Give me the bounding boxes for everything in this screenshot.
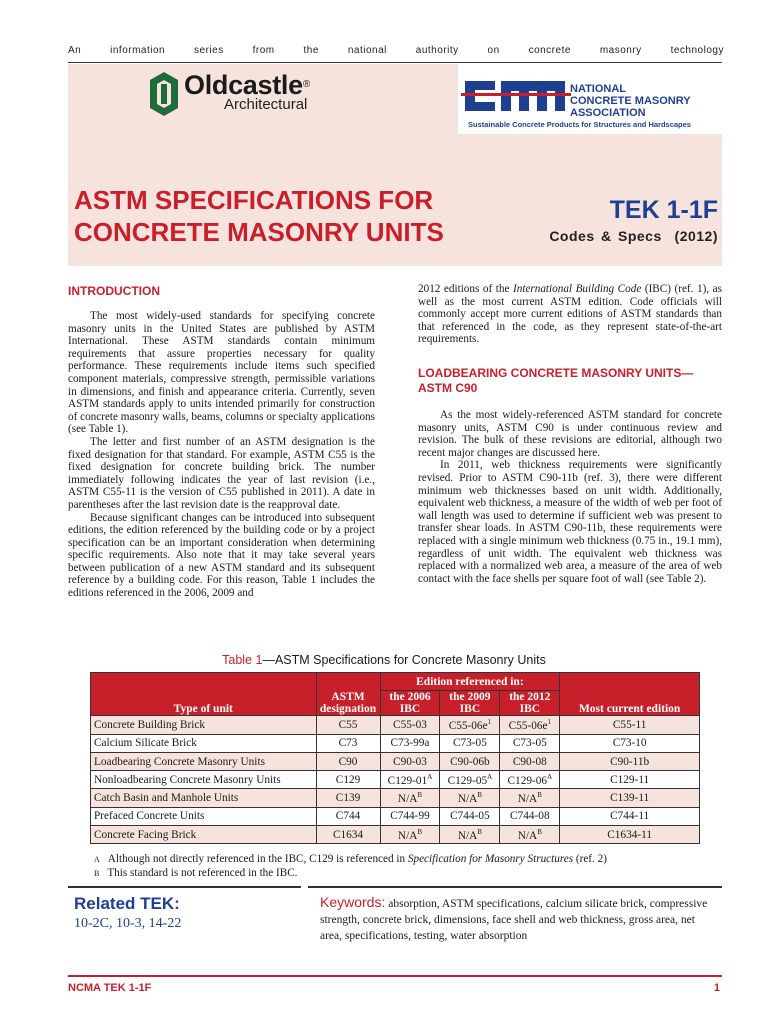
title-line-2: CONCRETE MASONRY UNITS — [74, 217, 444, 247]
keywords — [320, 894, 715, 944]
cell-2006-sup: B — [417, 827, 423, 836]
introduction-heading: INTRODUCTION — [68, 284, 160, 298]
footnote-a — [94, 853, 607, 867]
cell-current: C139-11 — [560, 789, 700, 807]
loadbearing-paragraph-2: In 2011, web thickness requirements were significantly revised. Prior to ASTM C90-11b (ref. 3), there were different minimum web thicknesses based on unit width. Additionally, equivalent web thickness, a measure of the width of web per foot of wall length was used to determine if sufficient web was present to transfer shear loads. In ASTM C90-11b, these requirements were replaced with a single minimum web thickness (0.75 in., 19.1 mm), regardless of unit width. The equivalent web thickness was replaced with a normalized web area, a measure of the area of web contact with the face shells per square foot of wall (see Table 2). — [418, 459, 722, 585]
cell-current: C744-11 — [560, 807, 700, 825]
tek-number: TEK 1-1F — [609, 196, 718, 224]
cell-type: Calcium Silicate Brick — [91, 734, 317, 752]
tagline-word: authority — [415, 45, 459, 56]
cell-2012-value: N/A — [517, 829, 538, 842]
tagline-word: concrete — [528, 45, 571, 56]
cell-type: Nonloadbearing Concrete Masonry Units — [91, 771, 317, 789]
cell-astm: C55 — [316, 716, 380, 734]
intro-paragraph-2: The letter and first number of an ASTM designation is the fixed designation for that standard. For example, ASTM C55 is the fixed designation for concrete building brick. The number immediately following indicates the year of last revision (i.e., ASTM C55-11 is the version of C55 published in 2011). A date in parentheses after the last revision date is the reapproval date. — [68, 435, 375, 511]
ncma-line-2: CONCRETE MASONRY — [570, 95, 691, 107]
cell-2006-value: N/A — [397, 829, 418, 842]
cell-2009: C90-06b — [440, 752, 500, 770]
header-edition: Edition referenced in: — [380, 673, 560, 691]
cell-2006: C55-03 — [380, 716, 440, 734]
related-tek-list: 10-2C, 10-3, 14-22 — [74, 916, 182, 931]
keywords-text: absorption, ASTM specifications, calcium silicate brick, compressive strength, concrete brick, dimensions, face shell and web thickness, gross area, net area, specifications, testing, water absorption — [320, 898, 708, 942]
table-row — [91, 789, 700, 807]
cell-2012-value: C55-06e — [508, 719, 548, 732]
table-row — [91, 716, 700, 734]
cell-current: C73-10 — [560, 734, 700, 752]
cell-type: Concrete Facing Brick — [91, 826, 317, 844]
cell-2009-sup: 1 — [487, 718, 492, 727]
cell-type: Prefaced Concrete Units — [91, 807, 317, 825]
cell-2006 — [380, 789, 440, 807]
cell-2009-value: C55-06e — [448, 719, 488, 732]
loadbearing-heading-line-2: ASTM C90 — [418, 381, 478, 395]
ncma-name — [570, 83, 691, 119]
table-caption-text: —ASTM Specifications for Concrete Masonry Units — [262, 653, 546, 667]
tek-category — [549, 228, 718, 244]
cell-2006 — [380, 771, 440, 789]
table-row — [91, 826, 700, 844]
footnote-b-text: This standard is not referenced in the IBC. — [107, 866, 298, 879]
related-tek-title: Related TEK: — [74, 894, 180, 913]
cell-2012-value: C129-06 — [507, 774, 548, 787]
ibc-title: International Building Code — [513, 283, 642, 295]
footnote-a-italic: Specification for Masonry Structures — [407, 853, 574, 865]
cell-type: Catch Basin and Manhole Units — [91, 789, 317, 807]
header-type: Type of unit — [91, 673, 317, 716]
header-2009-line-2: IBC — [459, 703, 481, 716]
footer-rule — [68, 975, 722, 977]
cell-astm: C744 — [316, 807, 380, 825]
cell-astm: C73 — [316, 734, 380, 752]
cell-2012: C744-08 — [500, 807, 560, 825]
cell-2009: C744-05 — [440, 807, 500, 825]
cell-2012 — [500, 789, 560, 807]
cell-2012-sup: 1 — [547, 718, 552, 727]
category-label: Codes & Specs — [549, 228, 662, 244]
publication-year: (2012) — [674, 228, 718, 244]
footer-label: NCMA TEK 1-1F — [68, 982, 152, 994]
cell-type: Concrete Building Brick — [91, 716, 317, 734]
cell-2009 — [440, 716, 500, 734]
cell-2009 — [440, 771, 500, 789]
cell-astm: C1634 — [316, 826, 380, 844]
table-row — [91, 771, 700, 789]
cell-2009-sup: A — [487, 772, 493, 781]
cell-2006: C90-03 — [380, 752, 440, 770]
tagline-word: on — [487, 45, 500, 56]
intro-paragraph-3: Because significant changes can be introduced into subsequent editions, the edition referenced by the building code or by a project specification can be an important consideration when determining specific requirements. Also note that it may take several years between publication of a new ASTM standard and its subsequent reference by a building code. For this reason, Table 1 includes the editions referenced in the 2006, 2009 and — [68, 511, 375, 600]
ncma-line-1: NATIONAL — [570, 83, 627, 95]
header-2012-line-2: IBC — [519, 703, 541, 716]
intro-paragraph-3-continued — [418, 283, 722, 346]
page-number: 1 — [713, 982, 720, 994]
header-astm — [316, 673, 380, 716]
cell-2012-sup: B — [537, 791, 542, 800]
cell-2012: C90-08 — [500, 752, 560, 770]
registered-mark: ® — [302, 79, 310, 90]
cell-2012-sup: A — [547, 772, 553, 781]
intro-cont-b: (IBC) (ref. 1), as well as the most current ASTM edition. Code officials will commonly accept more current editions of ASTM standards than that referenced in the code, as they represent state-of-the-art requirements. — [418, 283, 722, 346]
cell-2009-sup: B — [477, 827, 482, 836]
tagline-word: masonry — [599, 45, 642, 56]
title-line-1: ASTM SPECIFICATIONS FOR — [74, 185, 434, 215]
loadbearing-heading — [418, 366, 693, 396]
header-astm-line-2: designation — [319, 703, 377, 716]
loadbearing-body — [418, 409, 722, 585]
table-label: Table 1 — [222, 653, 263, 667]
cell-2006 — [380, 826, 440, 844]
cell-2006-value: C129-01 — [387, 774, 428, 787]
cell-current: C90-11b — [560, 752, 700, 770]
table-row — [91, 807, 700, 825]
cell-current: C129-11 — [560, 771, 700, 789]
footnote-a-mark: A — [94, 855, 100, 864]
header-2006 — [380, 691, 440, 716]
cell-2012 — [500, 826, 560, 844]
cell-2012-value: N/A — [517, 793, 538, 806]
cell-astm: C90 — [316, 752, 380, 770]
header-2012 — [500, 691, 560, 716]
document-title — [74, 184, 444, 248]
cell-2009 — [440, 789, 500, 807]
cell-2009-value: N/A — [457, 793, 478, 806]
intro-paragraph-1: The most widely-used standards for specifying concrete masonry units in the United States are published by ASTM International. These ASTM standards contain minimum requirements that assure properties necessary for quality performance. These requirements include items such specified component materials, compressive strength, permissible variations in dimensions, and finish and appearance criteria. Currently, seven ASTM standards apply to units intended primarily for construction of concrete masonry walls, beams, columns or specialty applications (see Table 1). — [68, 310, 375, 436]
cell-2009-value: C129-05 — [447, 774, 488, 787]
header-current: Most current edition — [560, 673, 700, 716]
header-rule — [68, 62, 722, 63]
oldcastle-name: Oldcastle — [184, 70, 303, 100]
right-column — [418, 283, 722, 346]
footnote-a-text-2: (ref. 2) — [573, 853, 607, 865]
cell-2006-sup: A — [427, 772, 433, 781]
tagline-word: from — [252, 45, 275, 56]
header-2006-line-1: the 2006 — [389, 691, 431, 704]
cell-current: C55-11 — [560, 716, 700, 734]
tagline-word: the — [303, 45, 319, 56]
intro-cont-a: 2012 editions of the — [418, 283, 513, 295]
ncma-tagline: Sustainable Concrete Products for Structures and Hardscapes — [468, 120, 691, 129]
astm-spec-table — [90, 672, 700, 844]
cell-astm: C139 — [316, 789, 380, 807]
tagline-word: technology — [670, 45, 724, 56]
header-2009 — [440, 691, 500, 716]
cell-2012 — [500, 716, 560, 734]
tagline-word: national — [347, 45, 387, 56]
cell-2009 — [440, 826, 500, 844]
cell-current: C1634-11 — [560, 826, 700, 844]
cell-astm: C129 — [316, 771, 380, 789]
cell-2009-value: N/A — [457, 829, 478, 842]
cell-2012: C73-05 — [500, 734, 560, 752]
cell-2006: C744-99 — [380, 807, 440, 825]
oldcastle-logo — [148, 70, 310, 118]
tagline-word: information — [110, 45, 166, 56]
loadbearing-heading-line-1: LOADBEARING CONCRETE MASONRY UNITS— — [418, 366, 694, 380]
series-tagline — [68, 45, 724, 56]
table-caption — [0, 653, 768, 667]
footnote-b — [94, 867, 607, 881]
ncma-cm-logo-icon — [461, 73, 571, 119]
cell-2012-sup: B — [537, 827, 542, 836]
footnote-b-mark: B — [94, 868, 100, 878]
left-column — [68, 310, 375, 600]
cell-2009-sup: B — [477, 791, 482, 800]
header-2009-line-1: the 2009 — [449, 691, 491, 704]
cell-2006-value: N/A — [397, 793, 418, 806]
header-2012-line-1: the 2012 — [509, 691, 551, 704]
oldcastle-sub: Architectural — [224, 96, 308, 113]
oldcastle-hexagon-icon — [148, 70, 180, 118]
table-footnotes — [94, 853, 607, 880]
cell-2012 — [500, 771, 560, 789]
keywords-label: Keywords: — [320, 894, 386, 910]
loadbearing-paragraph-1: As the most widely-referenced ASTM standard for concrete masonry units, ASTM C90 is under continuous review and revision. The bulk of these revisions are editorial, although two recent major changes are discussed here. — [418, 409, 722, 459]
footnote-a-text-1: Although not directly referenced in the IBC, C129 is referenced in — [107, 853, 408, 865]
header-2006-line-2: IBC — [399, 703, 421, 716]
tagline-word: series — [194, 45, 224, 56]
header-astm-line-1: ASTM — [331, 691, 365, 704]
cell-2006: C73-99a — [380, 734, 440, 752]
cell-2009: C73-05 — [440, 734, 500, 752]
table-row — [91, 752, 700, 770]
ncma-line-3: ASSOCIATION — [570, 107, 646, 119]
tagline-word: An — [68, 45, 82, 56]
cell-2006-sup: B — [417, 791, 423, 800]
table-row — [91, 734, 700, 752]
cell-type: Loadbearing Concrete Masonry Units — [91, 752, 317, 770]
